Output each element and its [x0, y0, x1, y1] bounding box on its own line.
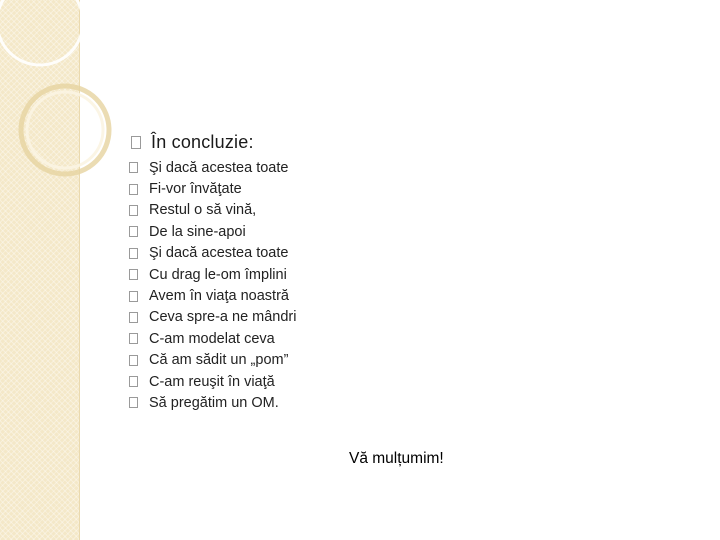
poem-line-text: Cu drag le-om împlini	[149, 266, 287, 283]
closing-text: Vă mulțumim!	[349, 450, 444, 467]
poem-line	[129, 221, 297, 242]
poem-line	[129, 157, 297, 178]
poem-line	[129, 285, 297, 306]
poem-line-text: Avem în viaţa noastră	[149, 288, 289, 305]
bullet-icon	[129, 291, 138, 302]
poem-line-text: C-am modelat ceva	[149, 330, 275, 347]
slide-heading	[131, 132, 254, 153]
bullet-icon	[129, 162, 138, 173]
poem-line-text: De la sine-apoi	[149, 223, 246, 240]
poem-line	[129, 328, 297, 349]
bullet-icon	[129, 397, 138, 408]
poem-line-text: Că am sădit un „pom”	[149, 352, 289, 369]
heading-text: În concluzie:	[151, 132, 254, 152]
poem-line	[129, 178, 297, 199]
bullet-icon	[129, 355, 138, 366]
poem-line	[129, 200, 297, 221]
poem-line-text: Restul o să vină,	[149, 202, 257, 219]
poem-line-text: Ceva spre-a ne mândri	[149, 309, 297, 326]
bullet-icon	[129, 269, 138, 280]
poem-line-text: Şi dacă acestea toate	[149, 159, 289, 176]
bullet-icon	[131, 136, 141, 149]
poem-line-text: Fi-vor învăţate	[149, 181, 242, 198]
poem-line	[129, 264, 297, 285]
bullet-icon	[129, 184, 138, 195]
poem-line	[129, 371, 297, 392]
bullet-icon	[129, 376, 138, 387]
poem-list	[129, 157, 297, 414]
poem-line	[129, 243, 297, 264]
bullet-icon	[129, 226, 138, 237]
bullet-icon	[129, 312, 138, 323]
bullet-icon	[129, 205, 138, 216]
poem-line	[129, 350, 297, 371]
poem-line	[129, 392, 297, 413]
poem-line	[129, 307, 297, 328]
bullet-icon	[129, 333, 138, 344]
poem-line-text: Să pregătim un OM.	[149, 394, 279, 411]
poem-line-text: C-am reuşit în viaţă	[149, 373, 275, 390]
bullet-icon	[129, 248, 138, 259]
poem-line-text: Şi dacă acestea toate	[149, 245, 289, 262]
